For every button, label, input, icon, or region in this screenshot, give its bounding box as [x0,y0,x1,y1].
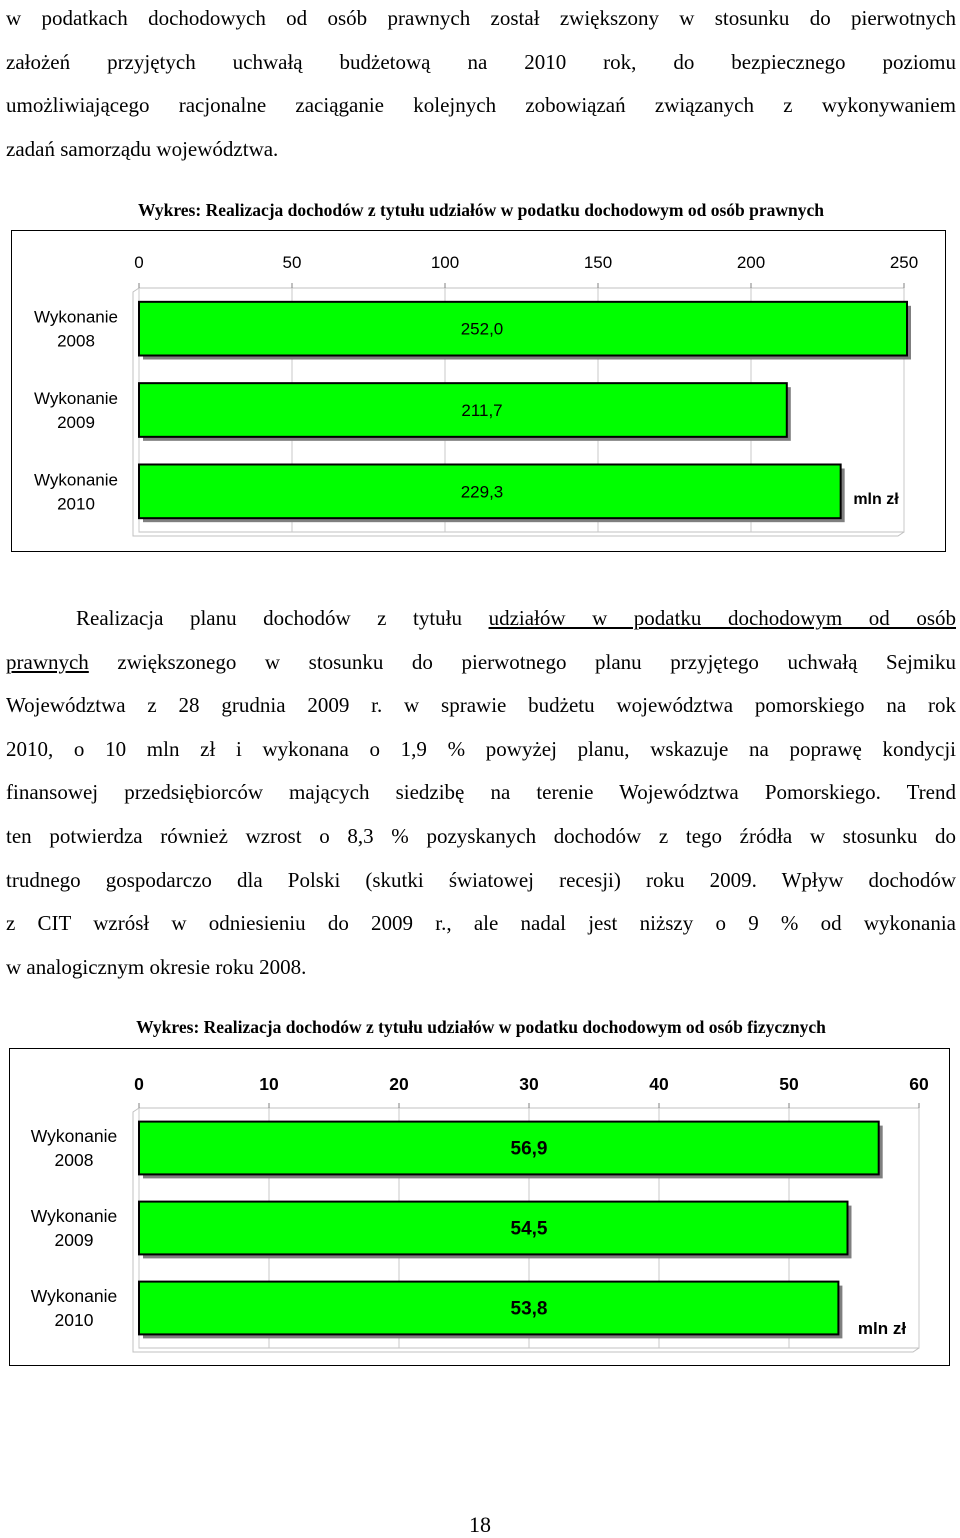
tick-label: 50 [779,1074,799,1094]
data-label: 53,8 [510,1298,548,1320]
unit-label: mln zł [857,1319,907,1338]
text-line: 2010, o 10 mln zł i wykonana o 1,9 % powyżej planu, wskazuje na poprawę kondycji [6,736,956,761]
tick-label: 100 [430,253,460,272]
text-line: założeń przyjętych uchwałą budżetową na 2010 rok, do bezpiecznego poziomu [6,49,956,74]
data-label: 56,9 [510,1138,548,1160]
category-label: 2009 [54,1230,94,1250]
data-label: 211,7 [461,400,503,420]
tick-label: 10 [259,1074,279,1094]
text-line [6,641,956,685]
text-line: umożliwiającego racjonalne zaciąganie kolejnych zobowiązań związanych z wykonywaniem [6,93,956,118]
bar-chart-cit [11,230,946,552]
bar [139,1282,838,1335]
category-label: 2009 [57,413,95,432]
data-label: 252,0 [460,319,504,339]
text-segment: zwiększonego w stosunku do pierwotnego planu przyjętego uchwałą Sejmiku [88,649,956,674]
tick-label: 50 [282,253,302,272]
tick-label: 40 [649,1074,669,1094]
tick-label: 30 [519,1074,539,1094]
text-line: trudnego gospodarczo dla Polski (skutki światowej recesji) roku 2009. Wpływ dochodów [6,867,956,892]
text-line [6,597,956,641]
category-label: Wykonanie [30,1286,118,1306]
chart-pit [9,1048,950,1371]
text-line: ten potwierdza również wzrost o 8,3 % pozyskanych dochodów z tego źródła w stosunku do [6,823,956,848]
text-line: w podatkach dochodowych od osób prawnych został zwiększony w stosunku do pierwotnych [6,6,956,30]
text-line: w analogicznym okresie roku 2008. [6,954,307,979]
tick-label: 20 [389,1074,409,1094]
category-label: 2010 [54,1310,94,1330]
tick-label: 0 [134,1074,144,1094]
category-label: Wykonanie [30,1126,118,1146]
bar [139,1202,848,1255]
text-line: Województwa z 28 grudnia 2009 r. w sprawie budżetu województwa pomorskiego na rok [6,693,956,718]
underlined-text: udziałów w podatku dochodowym od osób [488,606,957,630]
underlined-text: prawnych [6,649,89,674]
intro-paragraph [6,0,956,171]
category-label: Wykonanie [30,1206,118,1226]
chart-caption: Wykres: Realizacja dochodów z tytułu udziałów w podatku dochodowym od osób prawnych [138,200,824,220]
tick-label: 60 [909,1074,929,1094]
category-label: Wykonanie [34,307,118,327]
body-paragraph [6,597,956,989]
text-line: finansowej przedsiębiorców mających siedzibę na terenie Województwa Pomorskiego. Trend [6,780,956,805]
text-segment: Realizacja planu dochodów z tytułu [76,606,489,630]
data-label: 229,3 [460,482,504,502]
category-label: 2010 [57,494,95,514]
category-label: 2008 [57,331,95,351]
tick-label: 0 [134,253,144,272]
tick-label: 200 [736,253,766,272]
chart-cit [11,230,946,557]
category-label: Wykonanie [34,389,118,408]
text-line: zadań samorządu województwa. [6,136,279,161]
unit-label: mln zł [853,491,899,508]
tick-label: 150 [583,253,613,272]
data-label: 54,5 [510,1218,548,1240]
text-line: z CIT wzrósł w odniesieniu do 2009 r., ale nadal jest niższy o 9 % od wykonania [6,911,956,936]
category-label: 2008 [54,1150,94,1170]
tick-label: 250 [889,253,919,272]
bar [139,302,907,356]
page-number: 18 [469,1512,491,1537]
chart-caption: Wykres: Realizacja dochodów z tytułu udziałów w podatku dochodowym od osób fizycznych [136,1017,826,1037]
category-label: Wykonanie [34,470,118,490]
bar [139,1122,879,1175]
bar-chart-pit [9,1048,950,1366]
